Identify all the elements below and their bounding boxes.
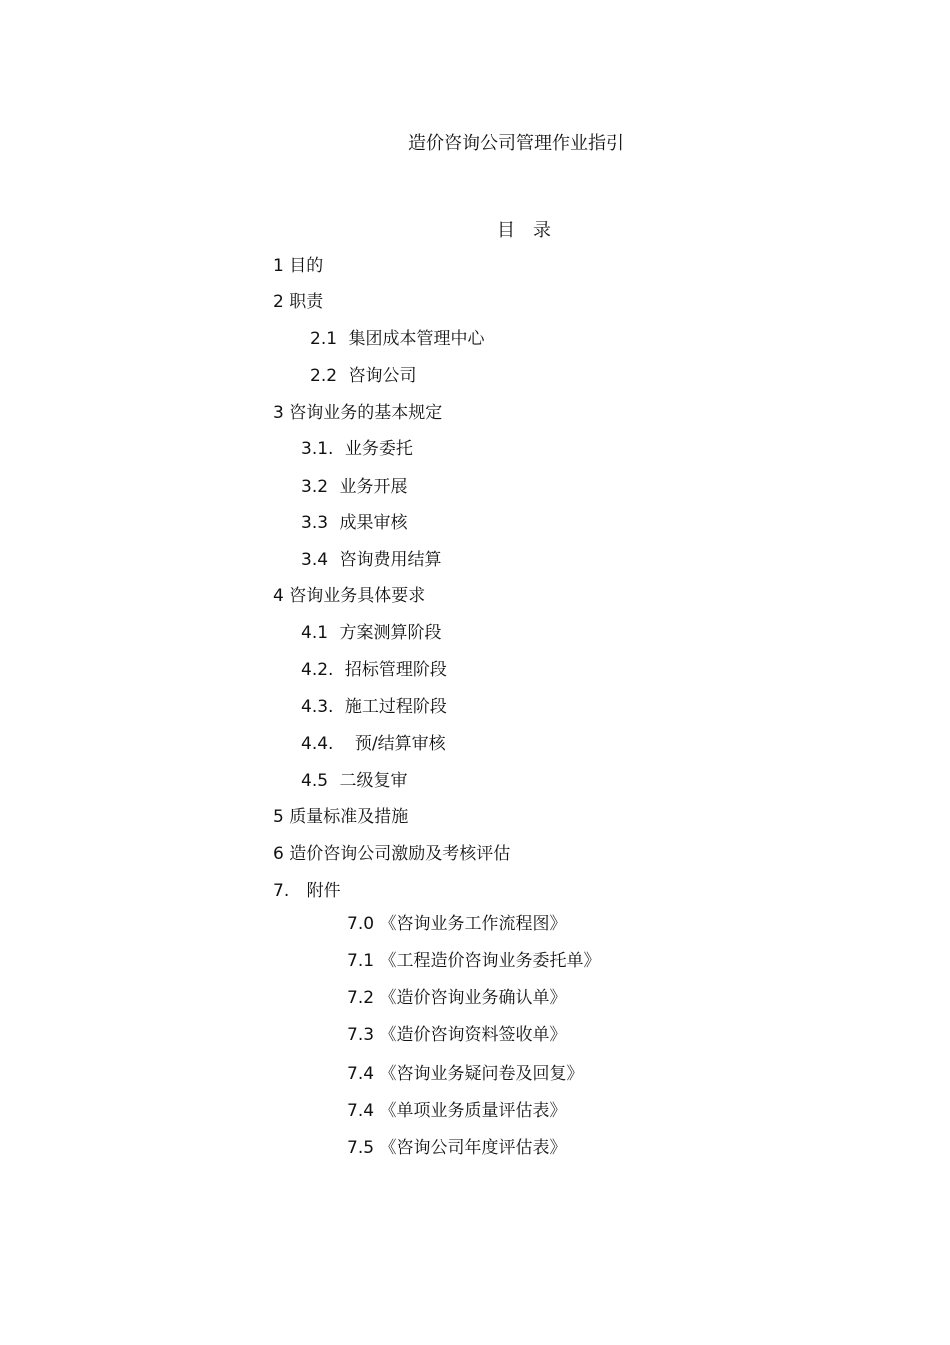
toc-text: 附件 — [306, 881, 341, 901]
toc-item — [301, 769, 407, 793]
toc-heading-left: 目 — [497, 220, 515, 241]
toc-item — [310, 364, 416, 388]
toc-item — [273, 805, 408, 829]
toc-text: 职责 — [289, 292, 324, 312]
toc-item — [273, 584, 425, 608]
toc-text: 方案测算阶段 — [339, 623, 442, 643]
toc-text: 咨询费用结算 — [339, 550, 442, 570]
toc-appendix-item — [347, 1136, 566, 1160]
toc-number: 7.4 — [347, 1064, 375, 1084]
toc-text: 业务委托 — [344, 439, 413, 459]
toc-number: 7.1 — [347, 951, 375, 971]
toc-item — [301, 475, 407, 499]
toc-number: 5 — [273, 807, 284, 827]
toc-number: 4.5 — [301, 771, 329, 791]
toc-text: 《工程造价咨询业务委托单》 — [379, 951, 601, 971]
toc-text: 目的 — [289, 256, 324, 276]
toc-number: 3.2 — [301, 477, 329, 497]
toc-text: 成果审核 — [339, 513, 408, 533]
toc-number: 3.4 — [301, 550, 329, 570]
toc-text: 业务开展 — [339, 477, 408, 497]
toc-text: 施工过程阶段 — [344, 697, 447, 717]
toc-text: 咨询业务的基本规定 — [289, 403, 443, 423]
toc-item — [301, 437, 413, 461]
toc-item — [301, 732, 446, 756]
toc-number: 2.1 — [310, 329, 338, 349]
toc-number: 2.2 — [310, 366, 338, 386]
toc-number: 6 — [273, 844, 284, 864]
toc-number: 4.1 — [301, 623, 329, 643]
toc-item — [273, 879, 341, 903]
toc-text: 预/结算审核 — [354, 734, 446, 754]
toc-text: 《造价咨询业务确认单》 — [379, 988, 567, 1008]
toc-appendix-item — [347, 986, 566, 1010]
toc-appendix-item — [347, 1062, 583, 1086]
toc-item — [301, 695, 447, 719]
toc-number: 1 — [273, 256, 284, 276]
toc-appendix-item — [347, 1023, 566, 1047]
toc-item — [273, 290, 323, 314]
toc-appendix-item — [347, 949, 600, 973]
toc-text: 二级复审 — [339, 771, 408, 791]
toc-number: 7. — [273, 881, 290, 901]
toc-text: 造价咨询公司激励及考核评估 — [289, 844, 511, 864]
toc-text: 咨询业务具体要求 — [289, 586, 426, 606]
toc-heading-right: 录 — [533, 220, 551, 241]
toc-text: 《单项业务质量评估表》 — [379, 1101, 567, 1121]
toc-number: 7.5 — [347, 1138, 375, 1158]
toc-item — [301, 511, 407, 535]
toc-appendix-item — [347, 1099, 566, 1123]
toc-text: 质量标准及措施 — [289, 807, 409, 827]
toc-number: 3 — [273, 403, 284, 423]
toc-text: 咨询公司 — [348, 366, 417, 386]
toc-item — [301, 548, 441, 572]
toc-text: 《咨询业务疑问卷及回复》 — [379, 1064, 584, 1084]
document-title: 造价咨询公司管理作业指引 — [408, 133, 624, 154]
toc-item — [310, 327, 484, 351]
toc-number: 7.2 — [347, 988, 375, 1008]
toc-number: 7.3 — [347, 1025, 375, 1045]
toc-item — [301, 658, 447, 682]
toc-text: 《咨询公司年度评估表》 — [379, 1138, 567, 1158]
toc-text: 集团成本管理中心 — [348, 329, 485, 349]
toc-number: 3.1. — [301, 439, 334, 459]
toc-text: 《咨询业务工作流程图》 — [379, 914, 567, 934]
toc-text: 《造价咨询资料签收单》 — [379, 1025, 567, 1045]
toc-number: 4.3. — [301, 697, 334, 717]
toc-number: 2 — [273, 292, 284, 312]
toc-item — [273, 254, 323, 278]
toc-number: 4.2. — [301, 660, 334, 680]
toc-appendix-item — [347, 912, 566, 936]
toc-number: 3.3 — [301, 513, 329, 533]
toc-item — [301, 621, 441, 645]
toc-number: 4.4. — [301, 734, 334, 754]
toc-item — [273, 842, 510, 866]
toc-heading — [497, 218, 551, 244]
toc-number: 7.4 — [347, 1101, 375, 1121]
toc-text: 招标管理阶段 — [344, 660, 447, 680]
toc-number: 4 — [273, 586, 284, 606]
toc-item — [273, 401, 442, 425]
toc-number: 7.0 — [347, 914, 375, 934]
